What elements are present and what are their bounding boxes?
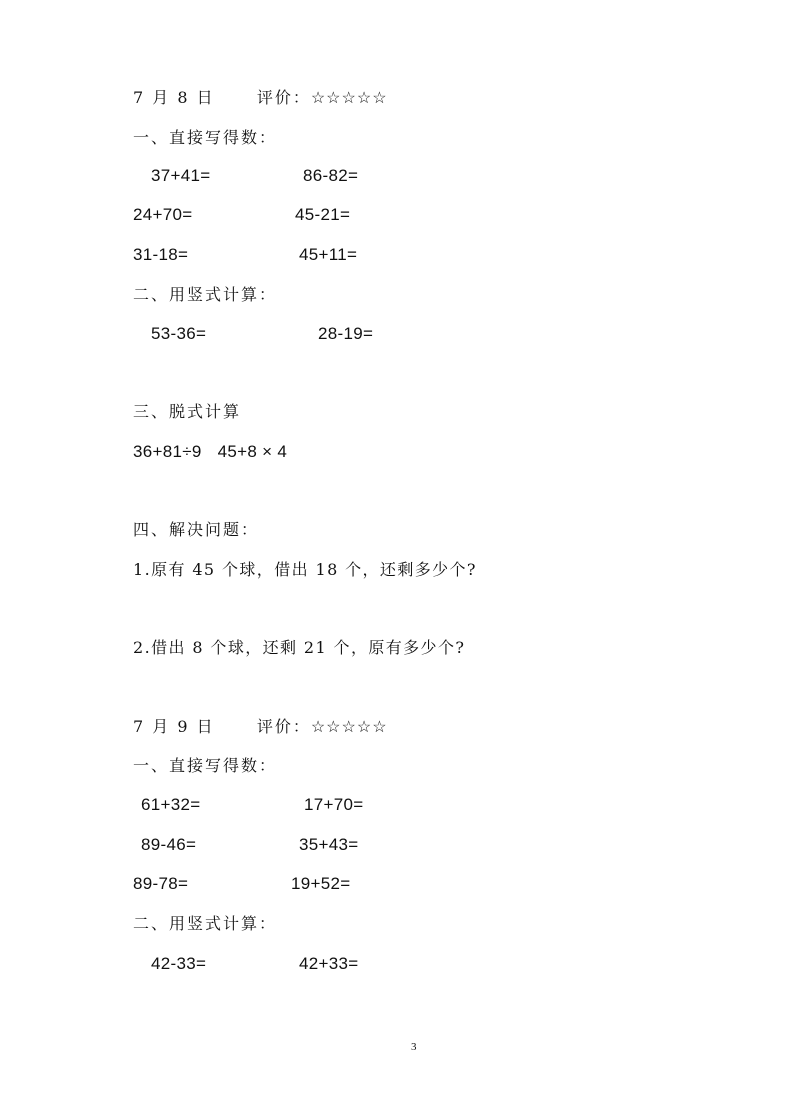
equation: 89-78= [133,874,189,893]
expression: 45+8 × 4 [217,442,288,461]
equation: 42-33= [151,954,207,973]
equation: 45-21= [295,205,351,224]
rating-stars-icon: ☆☆☆☆☆ [310,88,388,107]
date-text: 7 月 9 日 [133,717,215,736]
section-title: 二、用竖式计算： [133,285,278,304]
page-number: 3 [411,1041,417,1053]
rating-stars-icon: ☆☆☆☆☆ [310,717,388,736]
date-heading-2 [133,717,388,737]
word-problem: 2.借出 8 个球，还剩 21 个，原有多少个? [133,638,466,657]
section-title: 一、直接写得数： [133,756,278,775]
rating-label: 评价： [256,88,311,107]
equation: 86-82= [303,166,359,185]
date-text: 7 月 8 日 [133,88,215,107]
equation: 61+32= [141,795,201,814]
date-heading-1 [133,88,388,108]
equation: 24+70= [133,205,193,224]
equation: 28-19= [318,324,374,343]
word-problem: 1.原有 45 个球，借出 18 个，还剩多少个? [133,560,477,579]
equation: 35+43= [299,835,359,854]
equation: 53-36= [151,324,207,343]
section-title: 三、脱式计算 [133,402,242,421]
equation: 45+11= [299,245,358,264]
equation: 17+70= [304,795,364,814]
expression-list [133,442,287,462]
section-title: 四、解决问题： [133,520,260,539]
equation: 89-46= [141,835,197,854]
rating-label: 评价： [256,717,311,736]
section-title: 二、用竖式计算： [133,914,278,933]
equation: 37+41= [151,166,211,185]
equation: 42+33= [299,954,359,973]
equation: 19+52= [291,874,351,893]
equation: 31-18= [133,245,189,264]
expression: 36+81÷9 [133,442,202,461]
section-title: 一、直接写得数： [133,128,278,147]
